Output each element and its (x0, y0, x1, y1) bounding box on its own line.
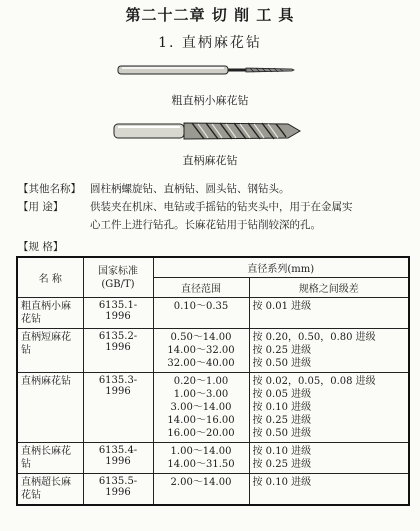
chapter-title: 第二十二章 切 削 工 具 (125, 6, 295, 24)
other-names-label: 【其他名称】 (18, 183, 81, 195)
row-name: 直柄超长麻花钻 (17, 474, 83, 506)
usage-row (18, 198, 353, 216)
figure-caption-small-drill: 粗直柄小麻花钻 (171, 94, 249, 107)
other-names-row (18, 180, 290, 198)
header-range: 直径范围 (153, 278, 249, 298)
table-row (17, 373, 409, 443)
header-name: 名 称 (17, 257, 83, 298)
row-standard: 6135.5-1996 (83, 474, 153, 506)
figure-caption-twist-drill: 直柄麻花钻 (182, 154, 238, 167)
spec-table (16, 256, 410, 506)
row-standard: 6135.4-1996 (83, 443, 153, 474)
row-ranges: 0.10～0.35 (153, 298, 249, 329)
table-row (17, 298, 409, 329)
table-row (17, 443, 409, 474)
row-grades: 按 0.02，0.05，0.08 进级 按 0.05 进级 按 0.10 进级 按 0.25 进级 按 0.50 进级 (249, 373, 409, 443)
table-row (17, 329, 409, 373)
usage-label: 【用 途】 (18, 201, 64, 213)
twist-drill-illustration (112, 118, 302, 144)
row-standard: 6135.1-1996 (83, 298, 153, 329)
small-drill-illustration (116, 62, 296, 78)
row-ranges: 0.20～1.00 1.00～3.00 3.00～14.00 14.00～16.00 16.00～20.00 (153, 373, 249, 443)
row-name: 直柄短麻花钻 (17, 329, 83, 373)
row-grades: 按 0.10 进级 (249, 474, 409, 506)
usage-line-2: 心工件上进行钻孔。长麻花钻用于钻削较深的孔。 (90, 219, 321, 231)
row-ranges: 2.00～14.00 (153, 474, 249, 506)
spec-label: 【规 格】 (18, 241, 64, 253)
row-ranges: 0.50～14.00 14.00～32.00 32.00～40.00 (153, 329, 249, 373)
row-grades: 按 0.20，0.50，0.80 进级 按 0.25 进级 按 0.50 进级 (249, 329, 409, 373)
row-name: 直柄长麻花钻 (17, 443, 83, 474)
row-name: 粗直柄小麻花钻 (17, 298, 83, 329)
usage-line-1: 供装夹在机床、电钻或手摇钻的钻夹头中，用于在金属实 (90, 201, 353, 213)
table-row (17, 474, 409, 506)
row-name: 直柄麻花钻 (17, 373, 83, 443)
header-grade: 规格之间级差 (249, 278, 409, 298)
row-ranges: 1.00～14.00 14.00～31.50 (153, 443, 249, 474)
row-grades: 按 0.01 进级 (249, 298, 409, 329)
row-standard: 6135.2-1996 (83, 329, 153, 373)
row-grades: 按 0.10 进级 按 0.25 进级 (249, 443, 409, 474)
section-title: 1. 直柄麻花钻 (158, 35, 262, 51)
row-standard: 6135.3-1996 (83, 373, 153, 443)
other-names-value: 圆柱柄螺旋钻、直柄钻、圆头钻、钢钻头。 (90, 183, 290, 195)
header-standard: 国家标准(GB/T) (83, 257, 153, 298)
header-diameter-series: 直径系列(mm) (153, 257, 409, 278)
